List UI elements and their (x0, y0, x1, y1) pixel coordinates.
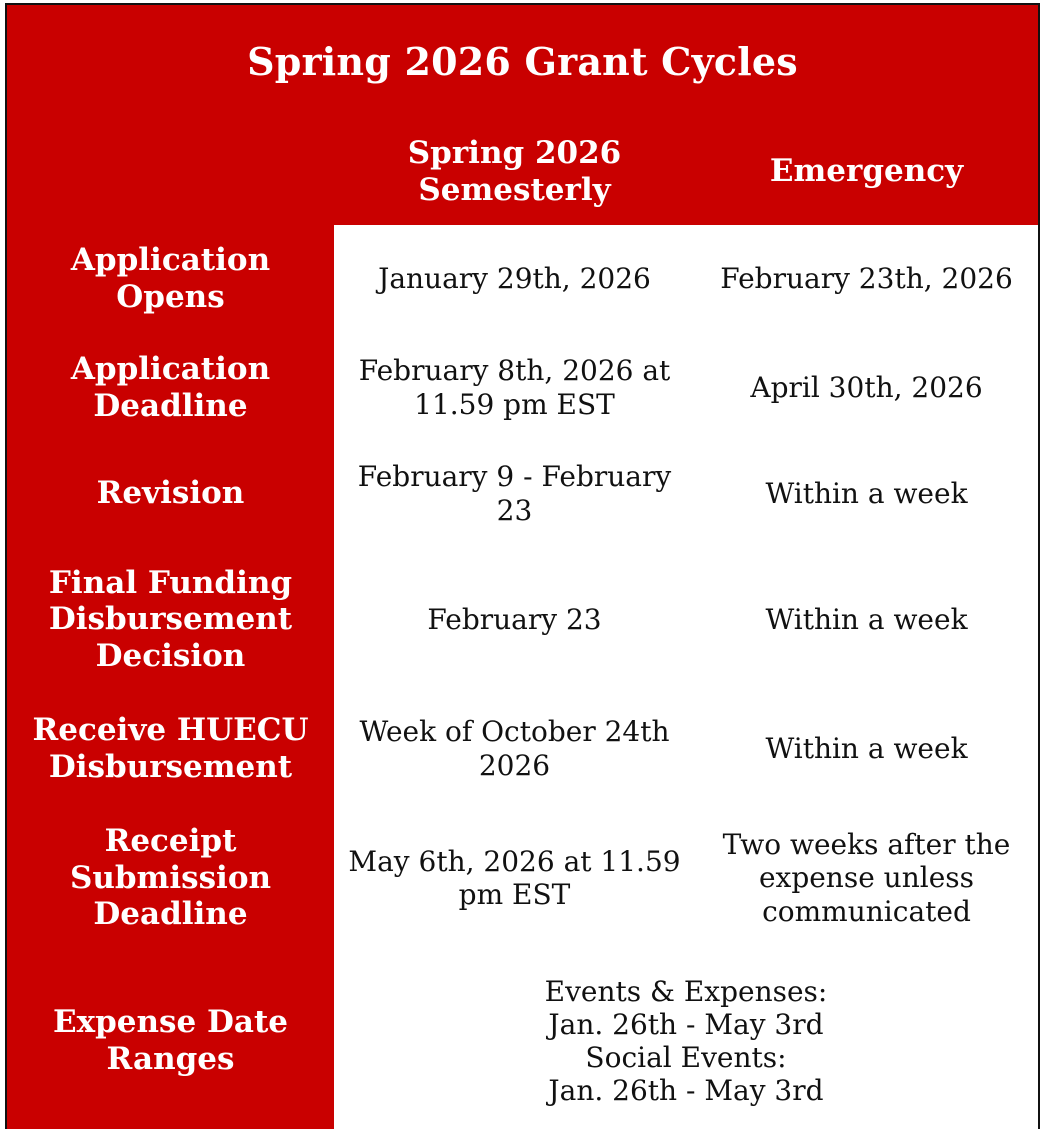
expense-date-ranges-value: Events & Expenses: Jan. 26th - May 3rd Social Events: Jan. 26th - May 3rd (334, 953, 1038, 1129)
header-empty-cell (7, 118, 336, 227)
emergency-application-deadline: April 30th, 2026 (695, 333, 1038, 444)
emergency-revision: Within a week (695, 442, 1038, 547)
emergency-application-opens: February 23th, 2026 (695, 225, 1038, 335)
semesterly-receive-disbursement: Week of October 24th 2026 (334, 694, 697, 805)
row-label-expense-date-ranges: Expense Date Ranges (7, 953, 336, 1129)
row-label-receive-disbursement: Receive HUECU Disbursement (7, 694, 336, 805)
table-title: Spring 2026 Grant Cycles (7, 5, 1038, 120)
row-label-application-deadline: Application Deadline (7, 333, 336, 444)
header-emergency: Emergency (695, 118, 1038, 227)
emergency-receive-disbursement: Within a week (695, 694, 1038, 805)
semesterly-receipt-deadline: May 6th, 2026 at 11.59 pm EST (334, 803, 697, 955)
semesterly-revision: February 9 - February 23 (334, 442, 697, 547)
row-label-final-funding-decision: Final Funding Disbursement Decision (7, 545, 336, 696)
emergency-receipt-deadline: Two weeks after the expense unless communicated (695, 803, 1038, 955)
semesterly-final-funding-decision: February 23 (334, 545, 697, 696)
grant-cycles-table (5, 3, 1040, 1129)
row-label-receipt-deadline: Receipt Submission Deadline (7, 803, 336, 955)
header-semesterly: Spring 2026 Semesterly (334, 118, 697, 227)
row-label-revision: Revision (7, 442, 336, 547)
row-label-application-opens: Application Opens (7, 225, 336, 335)
semesterly-application-deadline: February 8th, 2026 at 11.59 pm EST (334, 333, 697, 444)
semesterly-application-opens: January 29th, 2026 (334, 225, 697, 335)
emergency-final-funding-decision: Within a week (695, 545, 1038, 696)
